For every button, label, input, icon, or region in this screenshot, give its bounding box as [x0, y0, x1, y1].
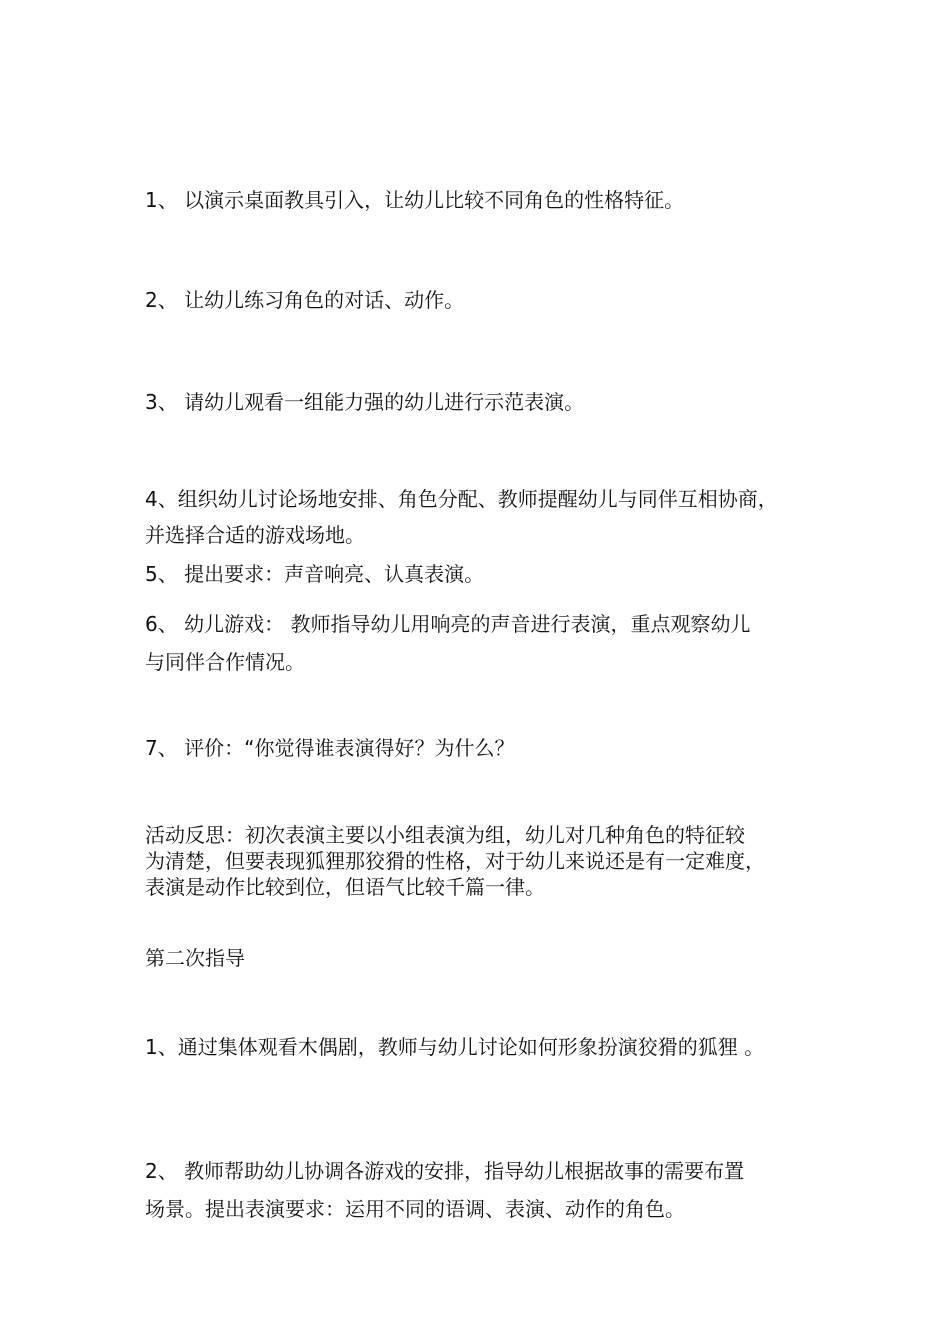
second-step-2-line-1: 2、 教师帮助幼儿协调各游戏的安排，指导幼儿根据故事的需要布置 — [145, 1159, 745, 1183]
second-step-2-line-2: 场景。提出表演要求：运用不同的语调、表演、动作的角色。 — [145, 1197, 685, 1221]
step-5: 5、 提出要求：声音响亮、认真表演。 — [145, 562, 485, 586]
reflection-line-1: 活动反思：初次表演主要以小组表演为组，幼儿对几种角色的特征较 — [145, 823, 745, 847]
step-4-line-2: 并选择合适的游戏场地。 — [145, 523, 365, 547]
reflection-line-2: 为清楚，但要表现狐狸那狡猾的性格，对于幼儿来说还是有一定难度， — [145, 849, 765, 873]
reflection-line-3: 表演是动作比较到位，但语气比较千篇一律。 — [145, 875, 545, 899]
step-6-line-2: 与同伴合作情况。 — [145, 650, 305, 674]
step-4-line-1: 4、组织幼儿讨论场地安排、角色分配、教师提醒幼儿与同伴互相协商， — [145, 487, 778, 511]
step-6-line-1: 6、 幼儿游戏： 教师指导幼儿用响亮的声音进行表演，重点观察幼儿 — [145, 612, 751, 636]
second-step-1: 1、通过集体观看木偶剧，教师与幼儿讨论如何形象扮演狡猾的狐狸 。 — [145, 1035, 765, 1059]
step-1: 1、 以演示桌面教具引入，让幼儿比较不同角色的性格特征。 — [145, 188, 685, 212]
section-title: 第二次指导 — [145, 946, 245, 970]
step-7: 7、 评价：“你觉得谁表演得好？为什么？ — [145, 736, 515, 760]
step-2: 2、 让幼儿练习角色的对话、动作。 — [145, 288, 465, 312]
step-3: 3、 请幼儿观看一组能力强的幼儿进行示范表演。 — [145, 390, 585, 414]
